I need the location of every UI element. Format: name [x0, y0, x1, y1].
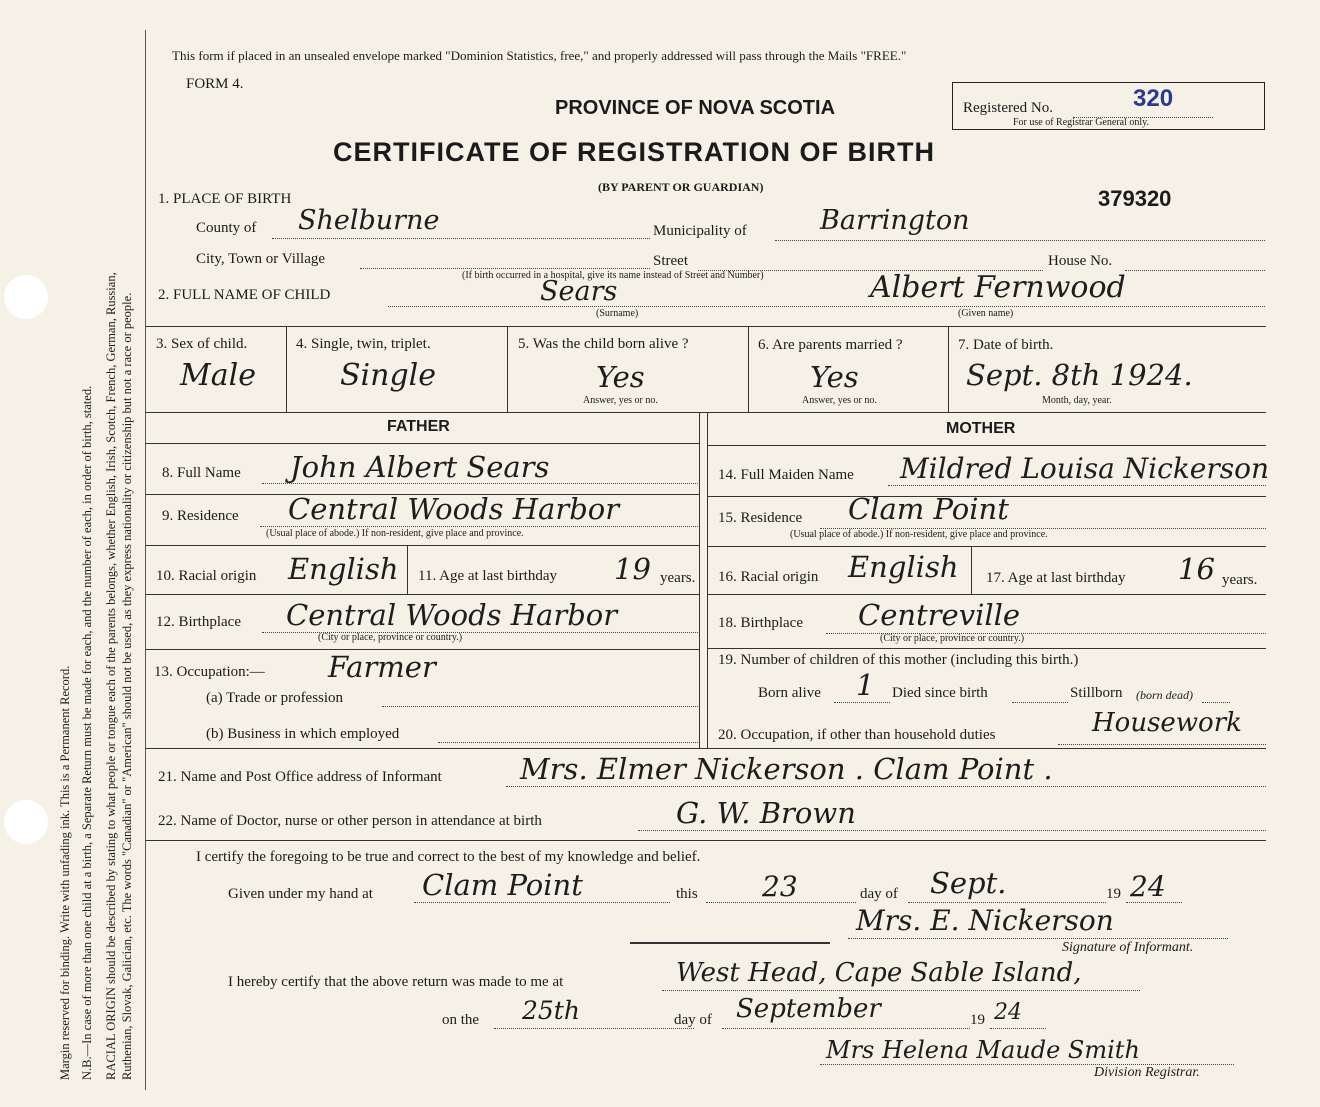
given-day-of-label: day of [860, 886, 898, 902]
born-alive-value: 1 [856, 668, 875, 702]
mother-rule-3 [707, 594, 1266, 595]
alive-label: 5. Was the child born alive ? [518, 336, 689, 352]
registered-label: Registered No. [963, 100, 1053, 116]
place-of-birth-heading: 1. PLACE OF BIRTH [158, 191, 292, 207]
father-birthplace: Central Woods Harbor [286, 598, 618, 632]
registrar-month-line [722, 1028, 970, 1029]
municipality-value: Barrington [820, 205, 970, 236]
child-surname: Sears [540, 276, 618, 307]
father-residence: Central Woods Harbor [288, 492, 620, 526]
registrar-day-line [494, 1028, 694, 1029]
county-label: County of [196, 220, 257, 236]
form-number: FORM 4. [186, 76, 244, 92]
father-residence-line [260, 526, 698, 527]
municipality-label: Municipality of [653, 223, 747, 239]
divider-3 [748, 326, 749, 412]
father-racial: English [288, 552, 399, 586]
mother-age-label: 17. Age at last birthday [986, 570, 1126, 586]
dob-value: Sept. 8th 1924. [966, 358, 1193, 392]
certificate-subtitle: (BY PARENT OR GUARDIAN) [598, 180, 764, 194]
rule-row3-bottom [146, 412, 1266, 413]
province-heading: PROVINCE OF NOVA SCOTIA [555, 97, 836, 119]
father-racial-divider [407, 545, 408, 594]
registrar-year-line [990, 1028, 1046, 1029]
mother-occupation-line [1058, 744, 1266, 745]
died-label: Died since birth [892, 685, 988, 701]
informant-label: 21. Name and Post Office address of Informant [158, 769, 442, 785]
father-rule-3 [146, 594, 699, 595]
sex-value: Male [180, 358, 256, 393]
stillborn-label: Stillborn [1070, 685, 1123, 701]
father-city-note: (City or place, province or country.) [318, 632, 463, 643]
binding-hole-bottom [4, 800, 48, 844]
binding-hole-top [4, 275, 48, 319]
parents-divider-2 [707, 412, 708, 748]
registrar-year-prefix: 19 [970, 1012, 985, 1028]
house-line [1125, 270, 1265, 271]
informant-value: Mrs. Elmer Nickerson . Clam Point . [520, 752, 1053, 786]
division-registrar-caption: Division Registrar. [1094, 1065, 1200, 1080]
mother-residence-label: 15. Residence [718, 510, 803, 526]
registrar-place: West Head, Cape Sable Island, [676, 958, 1082, 988]
given-place-line [414, 902, 670, 903]
postal-notice: This form if placed in an unsealed envelope marked "Dominion Statistics, free," and properly addressed will pass through the Mails "FREE." [172, 48, 907, 63]
married-value: Yes [810, 360, 859, 394]
born-alive-line [834, 702, 890, 703]
father-trade-line [382, 706, 698, 707]
registrar-on-the-label: on the [442, 1012, 480, 1028]
alive-value: Yes [596, 360, 645, 394]
father-name-label: 8. Full Name [162, 465, 241, 481]
plurality-value: Single [340, 358, 437, 393]
informant-signature-caption: Signature of Informant. [1062, 940, 1194, 955]
sex-label: 3. Sex of child. [156, 336, 248, 352]
margin-rule [145, 30, 146, 1090]
registrar-day: 25th [522, 996, 580, 1025]
side-note-racial-origin-cont: Ruthenian, Slovak, Galician, etc. The words "Canadian" or "American" should not be used, as they express nationality or citizenship but not a race or people. [120, 292, 134, 1080]
father-business-line [438, 742, 698, 743]
rule-parents-bottom [146, 748, 1266, 749]
given-day: 23 [762, 870, 798, 903]
stillborn-line [1202, 702, 1230, 703]
mother-heading: MOTHER [946, 420, 1016, 437]
children-count-label: 19. Number of children of this mother (including this birth.) [718, 652, 1079, 668]
father-years: years. [660, 570, 696, 586]
father-age: 19 [614, 552, 651, 586]
father-name: John Albert Sears [290, 450, 550, 484]
registrar-place-line [662, 990, 1140, 991]
born-alive-label: Born alive [758, 685, 821, 701]
alive-note: Answer, yes or no. [583, 395, 658, 406]
father-occupation-label: 13. Occupation:— [154, 664, 265, 680]
surname-caption: (Surname) [596, 308, 639, 319]
mother-abode-note: (Usual place of abode.) If non-resident, give place and province. [790, 529, 1048, 540]
mother-occupation: Housework [1092, 708, 1242, 738]
mother-name: Mildred Louisa Nickerson [900, 452, 1270, 485]
registrar-signature: Mrs Helena Maude Smith [826, 1036, 1140, 1064]
doctor-value: G. W. Brown [676, 796, 856, 830]
mother-name-line [888, 485, 1266, 486]
stillborn-note: (born dead) [1136, 688, 1193, 702]
mother-occupation-label: 20. Occupation, if other than household duties [718, 727, 996, 743]
given-month: Sept. [930, 866, 1007, 900]
mother-years: years. [1222, 572, 1258, 588]
doctor-line [638, 830, 1266, 831]
house-label: House No. [1048, 253, 1113, 269]
rule-certify-top [146, 840, 1266, 841]
divider-4 [948, 326, 949, 412]
county-line [272, 238, 650, 239]
given-place: Clam Point [422, 868, 583, 902]
married-label: 6. Are parents married ? [758, 337, 903, 353]
given-year: 24 [1130, 870, 1166, 903]
dob-note: Month, day, year. [1042, 395, 1112, 406]
father-residence-label: 9. Residence [162, 508, 239, 524]
mother-birthplace-label: 18. Birthplace [718, 615, 803, 631]
father-age-label: 11. Age at last birthday [418, 568, 557, 584]
registered-number: 320 [1133, 85, 1174, 112]
mother-name-label: 14. Full Maiden Name [718, 467, 854, 483]
registrar-month: September [736, 994, 881, 1024]
mother-racial-label: 16. Racial origin [718, 569, 819, 585]
informant-line [506, 786, 1266, 787]
registrar-year: 24 [994, 1000, 1022, 1025]
divider-1 [286, 326, 287, 412]
died-line [1012, 702, 1068, 703]
father-birthplace-label: 12. Birthplace [156, 614, 241, 630]
child-name-line [388, 306, 1265, 307]
given-name-caption: (Given name) [958, 308, 1014, 319]
side-note-binding: Margin reserved for binding. Write with unfading ink. This is a Permanent Record. [58, 665, 72, 1080]
mother-residence: Clam Point [848, 492, 1009, 526]
mother-heading-rule [707, 445, 1266, 446]
side-note-racial-origin: RACIAL ORIGIN should be described by stating to what people or tongue each of the parents belongs, whether English, Irish, Scotch, French, German, Russian, [104, 272, 118, 1080]
father-rule-2 [146, 545, 699, 546]
given-under-label: Given under my hand at [228, 886, 373, 902]
county-value: Shelburne [298, 205, 440, 236]
child-name-label: 2. FULL NAME OF CHILD [158, 287, 331, 303]
certify-statement: I certify the foregoing to be true and correct to the best of my knowledge and belief. [196, 849, 701, 865]
child-given-name: Albert Fernwood [870, 270, 1126, 305]
mother-rule-4 [707, 648, 1266, 649]
municipality-line [775, 240, 1265, 241]
city-line [360, 268, 650, 269]
mother-city-note: (City or place, province or country.) [880, 633, 1025, 644]
rule-row3-top [146, 326, 1266, 327]
this-label: this [676, 886, 698, 902]
mother-rule-2 [707, 546, 1266, 547]
father-abode-note: (Usual place of abode.) If non-resident, give place and province. [266, 528, 524, 539]
divider-2 [507, 326, 508, 412]
father-occupation: Farmer [328, 650, 436, 684]
hospital-note: (If birth occurred in a hospital, give its name instead of Street and Number) [462, 270, 764, 281]
mother-racial: English [848, 550, 959, 584]
registrar-day-of-label: day of [674, 1012, 712, 1028]
informant-signature-line [848, 938, 1228, 939]
registered-number-box [952, 82, 1265, 130]
married-note: Answer, yes or no. [802, 395, 877, 406]
given-month-line [908, 902, 1106, 903]
plurality-label: 4. Single, twin, triplet. [296, 336, 431, 352]
informant-signature: Mrs. E. Nickerson [856, 904, 1114, 937]
registrar-statement: I hereby certify that the above return was made to me at [228, 974, 564, 990]
father-heading-rule [146, 443, 699, 444]
dob-label: 7. Date of birth. [958, 337, 1054, 353]
registered-line [1073, 117, 1213, 118]
rule-registrar-separator [630, 942, 830, 944]
parents-divider [699, 412, 700, 748]
registrar-note: For use of Registrar General only. [1013, 117, 1149, 128]
street-label: Street [653, 253, 688, 269]
side-note-multiple-births: N.B.—In case of more than one child at a birth, a Separate Return must be made for each, and the number of each, in order of birth, stated. [80, 385, 94, 1080]
doctor-label: 22. Name of Doctor, nurse or other person in attendance at birth [158, 813, 542, 829]
father-business-label: (b) Business in which employed [206, 726, 400, 742]
certificate-title: CERTIFICATE OF REGISTRATION OF BIRTH [333, 137, 935, 167]
father-heading: FATHER [387, 418, 450, 435]
father-trade-label: (a) Trade or profession [206, 690, 344, 706]
given-year-prefix: 19 [1106, 886, 1121, 902]
mother-birthplace: Centreville [858, 598, 1021, 632]
father-racial-label: 10. Racial origin [156, 568, 257, 584]
serial-number: 379320 [1098, 186, 1172, 211]
mother-age: 16 [1178, 552, 1215, 586]
mother-racial-divider [971, 546, 972, 594]
city-label: City, Town or Village [196, 251, 326, 267]
